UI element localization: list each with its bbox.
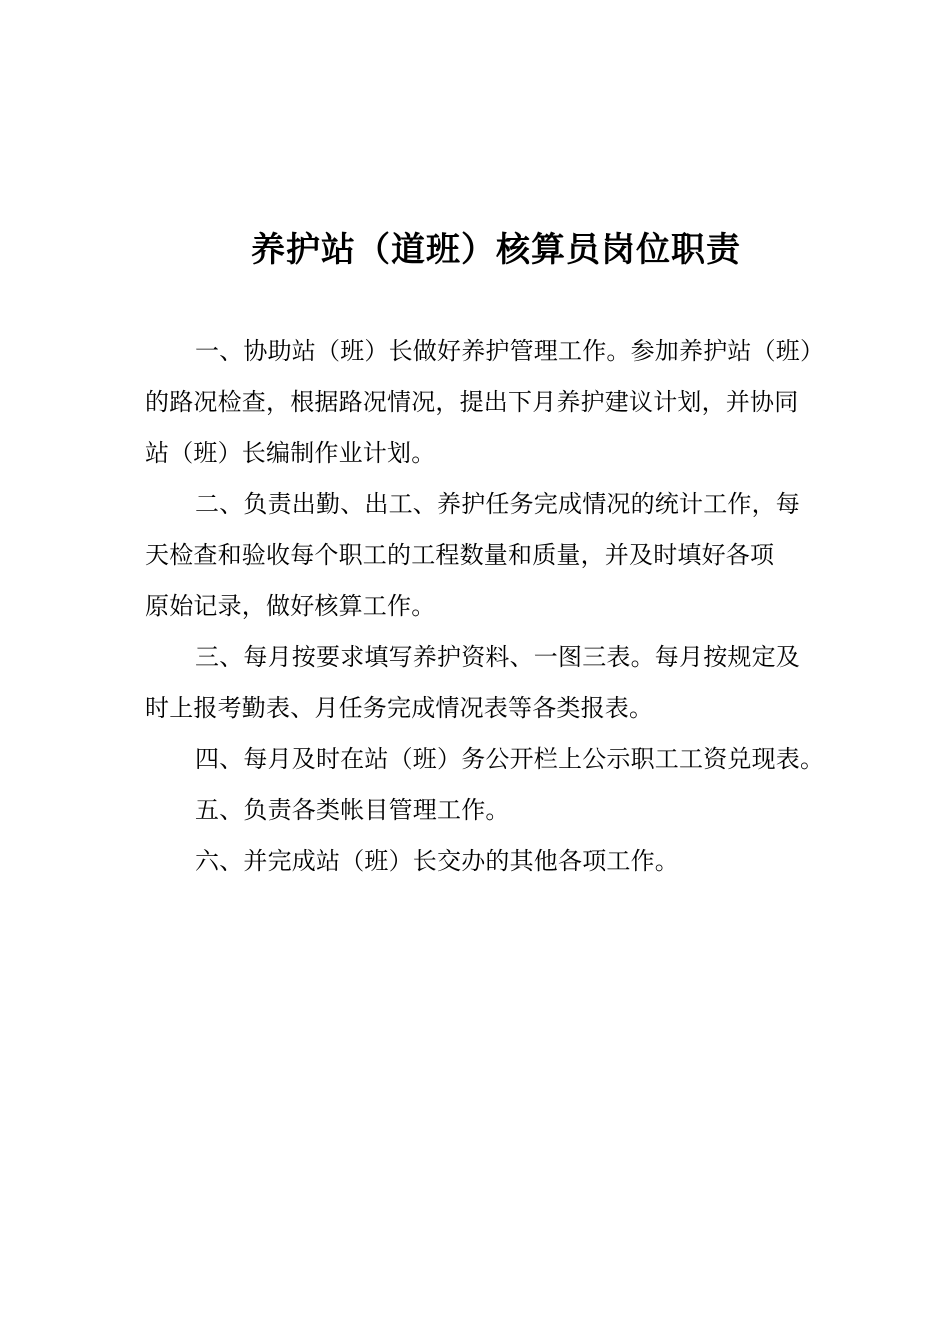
paragraph-line: 六、并完成站（班）长交办的其他各项工作。 — [195, 847, 679, 875]
document-body — [145, 326, 835, 887]
paragraph-3 — [145, 632, 835, 734]
paragraph-4 — [145, 734, 835, 785]
paragraph-line: 站（班）长编制作业计划。 — [145, 439, 436, 467]
document-title: 养护站（道班）核算员岗位职责 — [251, 230, 741, 270]
paragraph-5 — [145, 785, 835, 836]
paragraph-line: 的路况检查，根据路况情况，提出下月养护建议计划，并协同 — [145, 388, 799, 416]
paragraph-line: 四、每月及时在站（班）务公开栏上公示职工工资兑现表。 — [195, 745, 825, 773]
paragraph-line: 一、协助站（班）长做好养护管理工作。参加养护站（班） — [195, 337, 825, 365]
paragraph-line: 三、每月按要求填写养护资料、一图三表。每月按规定及 — [195, 643, 800, 671]
paragraph-1 — [145, 326, 835, 479]
paragraph-line: 时上报考勤表、月任务完成情况表等各类报表。 — [145, 694, 654, 722]
paragraph-line: 二、负责出勤、出工、养护任务完成情况的统计工作，每 — [195, 490, 800, 518]
paragraph-line: 五、负责各类帐目管理工作。 — [195, 796, 510, 824]
paragraph-6 — [145, 836, 835, 887]
paragraph-2 — [145, 479, 835, 632]
paragraph-line: 天检查和验收每个职工的工程数量和质量，并及时填好各项 — [145, 541, 775, 569]
paragraph-line: 原始记录，做好核算工作。 — [145, 592, 436, 620]
